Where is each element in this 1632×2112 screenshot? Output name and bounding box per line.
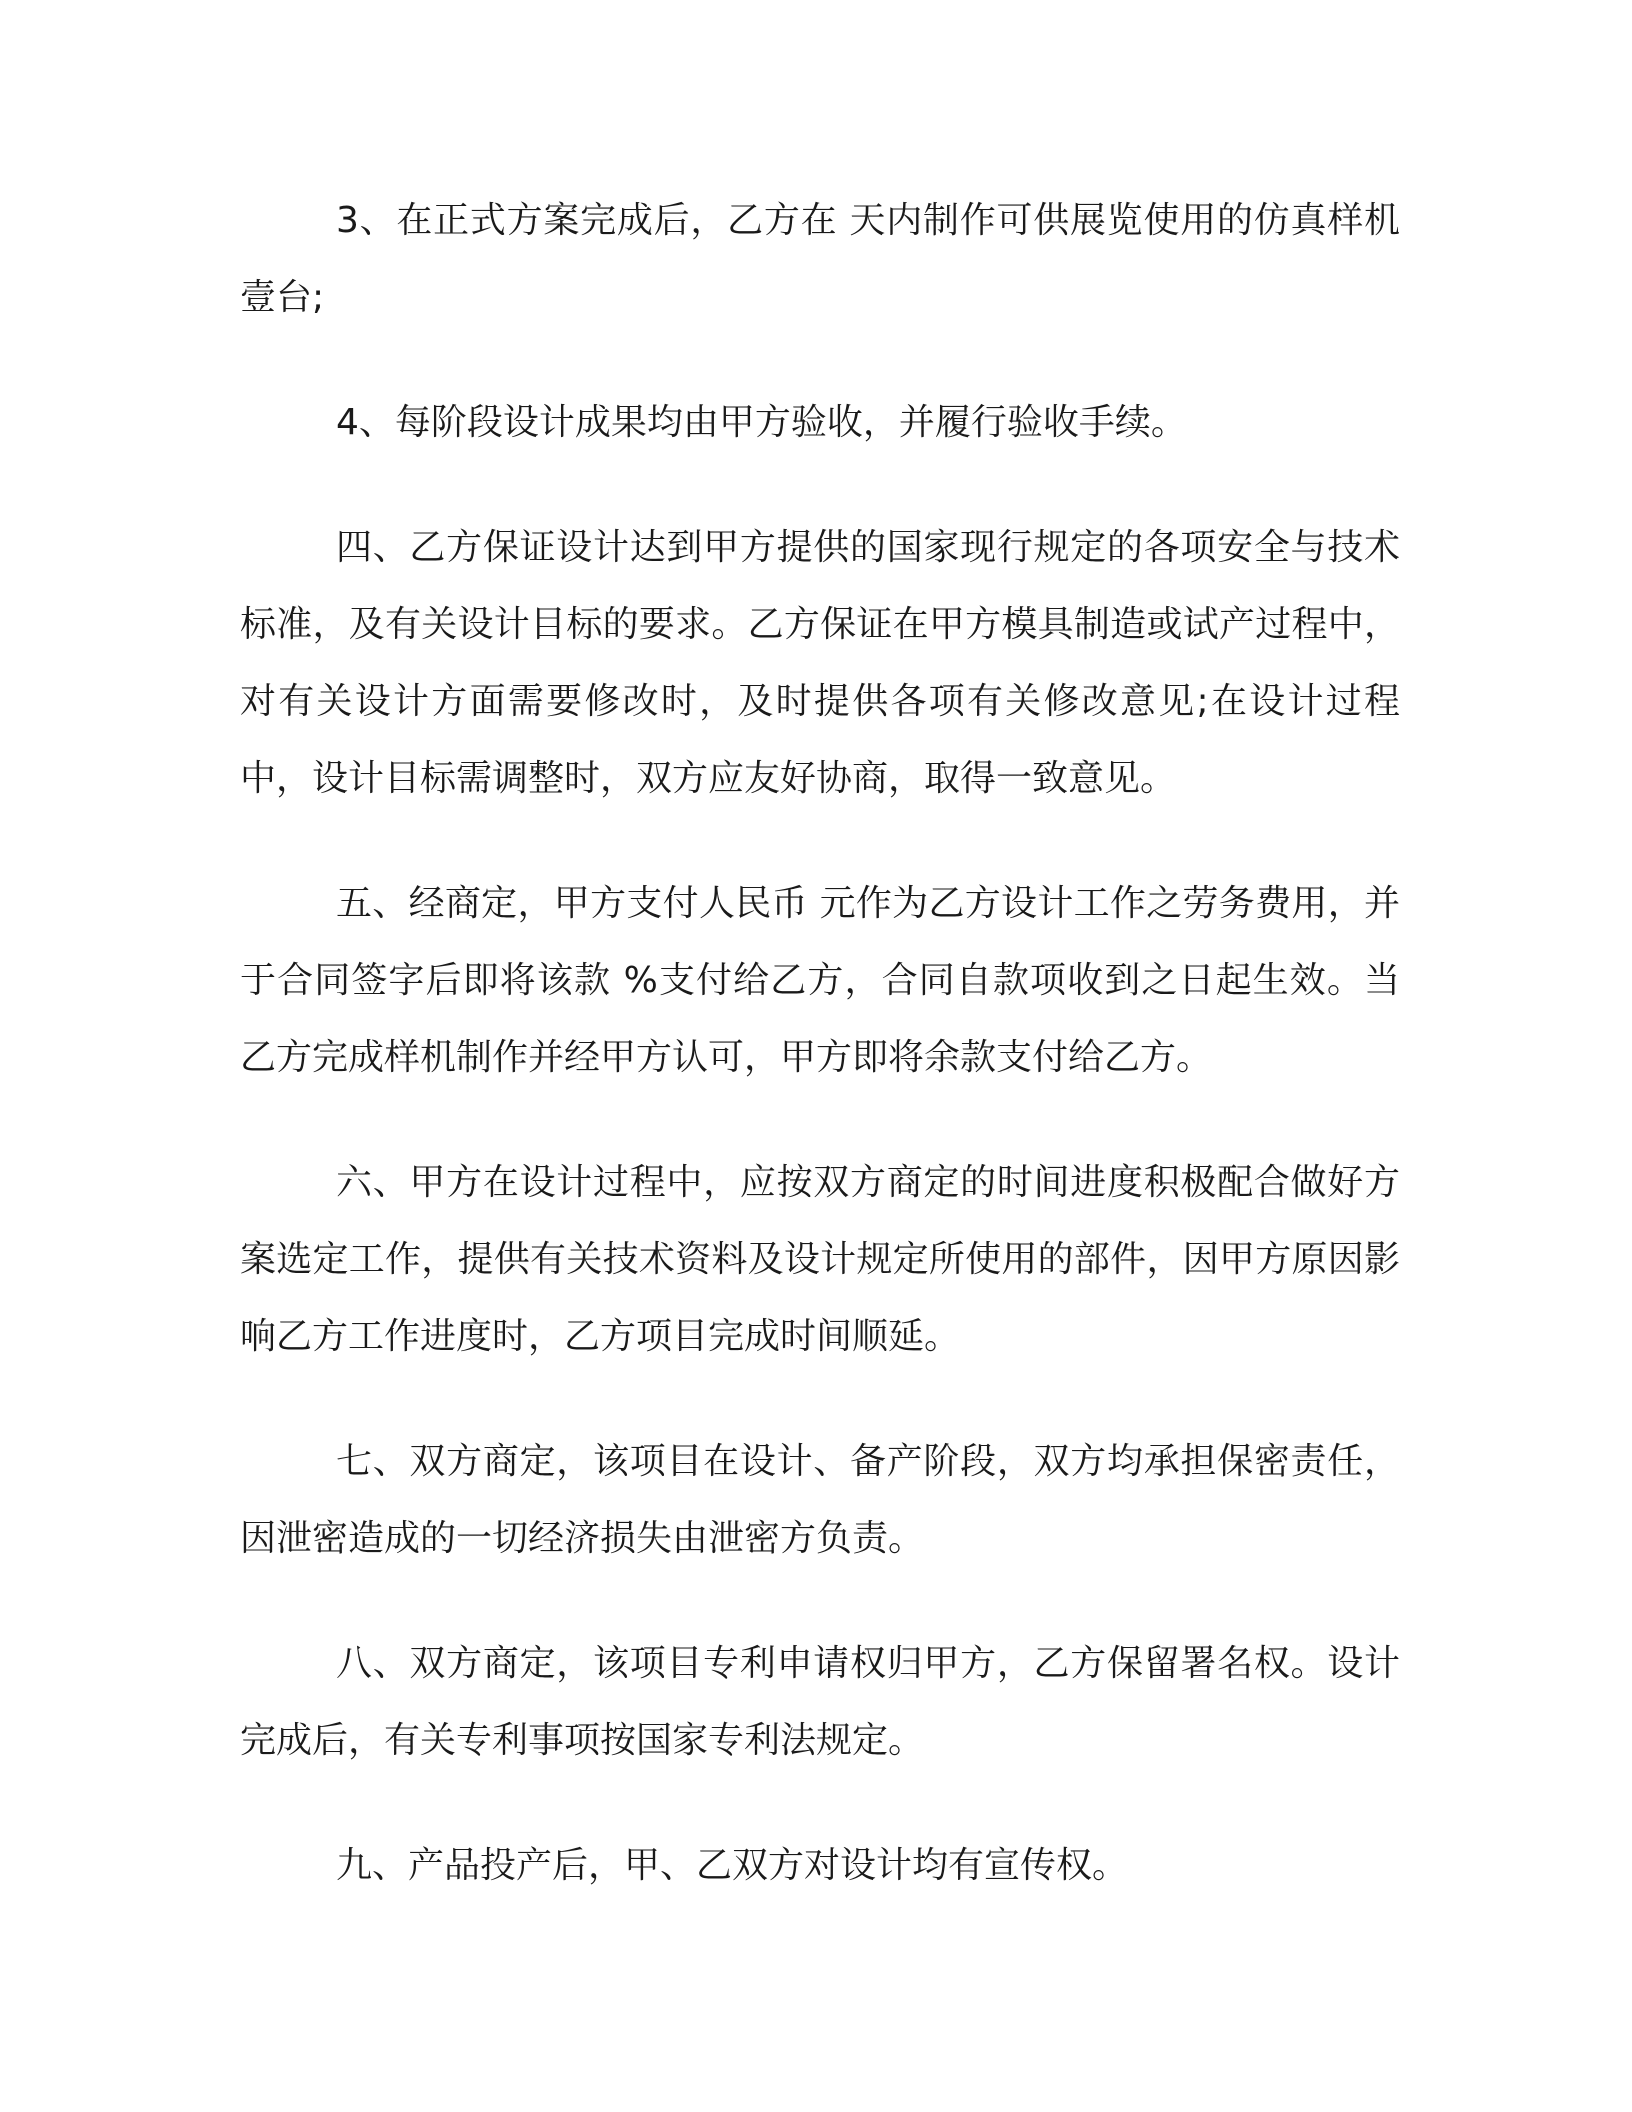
- clause-seven-confidentiality: 七、双方商定，该项目在设计、备产阶段，双方均承担保密责任，因泄密造成的一切经济损失由泄密方负责。: [240, 1441, 1400, 1559]
- document-body: [240, 182, 1400, 1904]
- clause-eight-patent: 八、双方商定，该项目专利申请权归甲方，乙方保留署名权。设计完成后，有关专利事项按国家专利法规定。: [240, 1643, 1400, 1761]
- clause-4-acceptance: 4、每阶段设计成果均由甲方验收，并履行验收手续。: [336, 402, 1187, 443]
- clause-six-cooperation: 六、甲方在设计过程中，应按双方商定的时间进度积极配合做好方案选定工作，提供有关技术资料及设计规定所使用的部件，因甲方原因影响乙方工作进度时，乙方项目完成时间顺延。: [240, 1162, 1400, 1357]
- clause-nine-publicity: 九、产品投产后，甲、乙双方对设计均有宣传权。: [336, 1845, 1129, 1886]
- clause-3-sample: 3、在正式方案完成后，乙方在 天内制作可供展览使用的仿真样机壹台;: [240, 200, 1400, 318]
- clause-five-payment: 五、经商定，甲方支付人民币 元作为乙方设计工作之劳务费用，并于合同签字后即将该款 %支付给乙方，合同自款项收到之日起生效。当乙方完成样机制作并经甲方认可，甲方即将余款支付给乙方。: [240, 883, 1400, 1078]
- clause-four-standards: 四、乙方保证设计达到甲方提供的国家现行规定的各项安全与技术标准，及有关设计目标的要求。乙方保证在甲方模具制造或试产过程中，对有关设计方面需要修改时，及时提供各项有关修改意见;在设计过程中，设计目标需调整时，双方应友好协商，取得一致意见。: [240, 527, 1400, 799]
